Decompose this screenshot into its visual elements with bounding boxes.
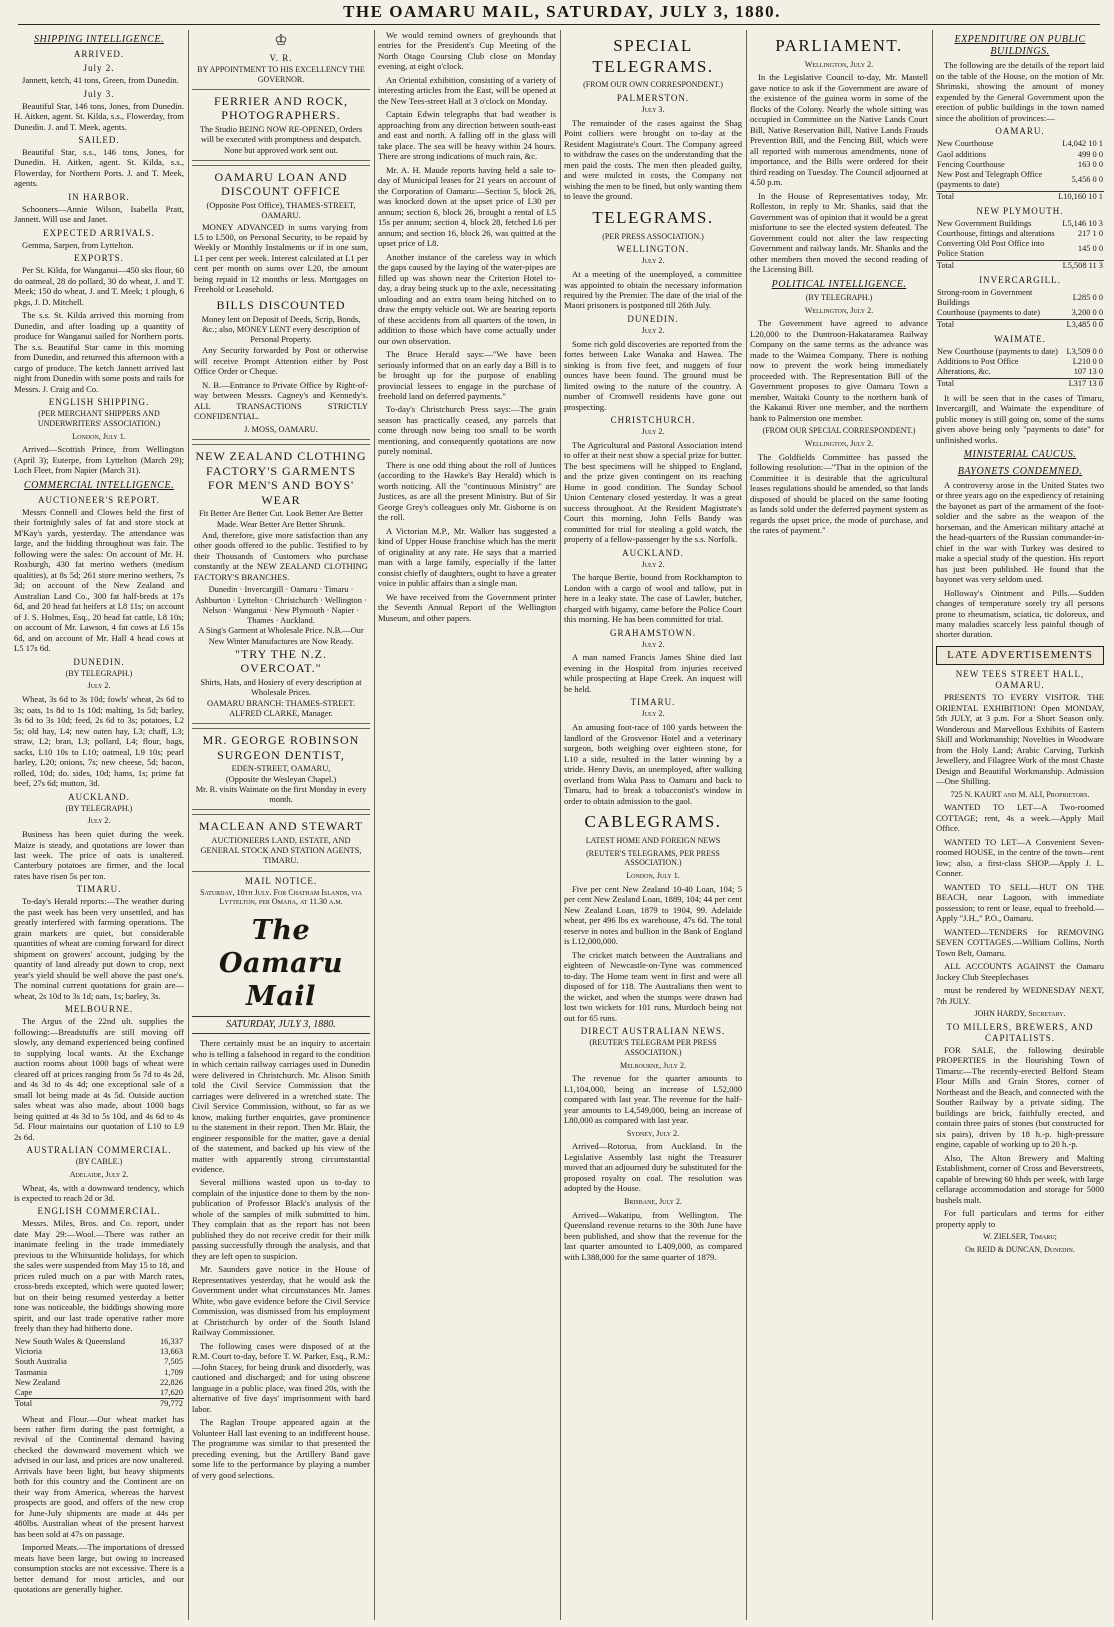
- dentist-ad: [192, 728, 370, 810]
- masthead-title: THE OAMARU MAIL, SATURDAY, JULY 3, 1880.: [343, 2, 781, 21]
- table-row: Tasmania 1,709: [15, 1367, 183, 1377]
- table-row: Alterations, &c. 107 13 0: [937, 367, 1103, 377]
- brisbane-date: Brisbane, July 2.: [624, 1196, 682, 1206]
- editorial-paragraph: We have received from the Government printer the Seventh Annual Report of the Wellington Museum, and other papers.: [378, 591, 556, 623]
- moss-signature: J. MOSS, OAMARU.: [244, 424, 318, 434]
- grahamstown-heading: GRAHAMSTOWN.: [609, 627, 697, 638]
- parliament-text: In the Legislative Council to-day, Mr. Mantell gave notice to ask if the Government are aware of the existence of the guinea worm in some of the flocks of the Colony. Nearly the whole sitting was occupied in Committee on the Native Lands Court Bill, Native Reservation Bill, Native Lands Frauds Prevention Bill, and the Fencing Bill, which were all reported with numerous amendments, none of importance, and the Bills were ordered for their third reading on Tuesday. The Council adjourned at 4.50 p.m.: [750, 72, 928, 188]
- loan-heading: OAMARU LOAN AND DISCOUNT OFFICE: [214, 169, 348, 199]
- wanted-ad: WANTED—TENDERS for REMOVING SEVEN COTTAGES.—William Collins, North Town Belt, Oamaru.: [936, 926, 1104, 958]
- late-advertisements-heading: LATE ADVERTISEMENTS: [936, 646, 1104, 665]
- editorial-paragraph: A Victorian M.P., Mr. Walker has suggested a kind of Upper House franchise which has the merit of originality at any rate. He says that a married man with a large family, especially if the latter consist chiefly of daughters, ought to have a greater voice in public affairs than a single man.: [378, 525, 556, 589]
- arrived-text-2: Beautiful Star, 146 tons, Jones, from Dunedin. H. Aitken, agent. St. Kilda, s.s., Flowerday, from Dunedin. J. and T. Meek, agents.: [14, 100, 184, 132]
- waimate-label: WAIMATE.: [994, 333, 1046, 344]
- english-shipping-date: London, July 1.: [72, 431, 126, 441]
- sydney-text: Arrived—Rotorua, from Auckland. In the Legislative Assembly last night the Treasurer moved that an adjourned duty be substituted for the proposed royalty on coal. The resolution was adopted by the House.: [564, 1141, 742, 1194]
- invercargill-label: INVERCARGILL.: [979, 274, 1061, 285]
- london-text: Five per cent New Zealand 10-40 Loan, 104; 5 per cent New Zealand Loan, 1889, 104; 44 per cent New Zealand Loan, 1879 to 1904, 99. Adelaide wheat, per 496 lbs ex warehouse, 47s 6d. The total reserve in notes and bullion in the Bank of England is L12,000,000.: [564, 883, 742, 947]
- special-correspondent-date: Wellington, July 2.: [804, 438, 874, 448]
- brewery-text: Also, The Alton Brewery and Malting Establishment, corner of Cross and Beverstreets, capable of brewing 60 hhds per week, with large cellarage accommodation and storage for 5000 bushels malt.: [936, 1152, 1104, 1205]
- wanted-ad: WANTED TO LET—A Convenient Seven-roomed HOUSE, in the centre of the town—rent low; also, a first-class SHOP.—Apply J. L. Conner.: [936, 836, 1104, 879]
- english-shipping-text: Arrived—Scottish Prince, from Wellington (April 3); Euterpe, from Lyttelton (March 29); Loch Fleet, from Napier (March 31).: [14, 444, 184, 476]
- table-row: Total L10,160 10 1: [937, 191, 1103, 201]
- column-rule: [560, 30, 561, 1620]
- column-rule: [374, 30, 375, 1620]
- table-row: New Government Buildings L5,146 10 3: [937, 218, 1103, 228]
- mail-notice-heading: MAIL NOTICE.: [244, 875, 318, 886]
- clothing-heading: NEW ZEALAND CLOTHING FACTORY'S GARMENTS FOR MEN'S AND BOYS' WEAR: [195, 448, 367, 507]
- melbourne-heading: MELBOURNE.: [64, 1004, 134, 1015]
- editorial-paragraph: The Bruce Herald says:—"We have been seriously informed that on an early day a Bill is to be brought up for the purpose of enabling provincial lessees to engage in the purchase of freehold land on deferred payments.": [378, 349, 556, 401]
- eng-commercial-text: Messrs. Miles, Bros. and Co. report, under date May 29:—Wool.—There was rather an inanimate feeling in the trade immediately previous to the Whitsuntide holidays, for which the sales were suspended from May 15 to 18, and prices ruled much on a par with March rates, cross-breds excepted, which were quoted lower; but on their being resumed yesterday a better tone was noticeable, the biddings showing more spirit, and our last trade operative rather more freely than they had hitherto done.: [14, 1218, 184, 1334]
- aus-commercial-sub: (BY CABLE.): [75, 1157, 123, 1166]
- dateline: SATURDAY, JULY 3, 1880.: [192, 1016, 370, 1034]
- wool-table: [14, 1337, 184, 1410]
- hall-heading: NEW TEES STREET HALL, OAMARU.: [955, 669, 1085, 691]
- arrived-heading: ARRIVED.: [73, 49, 125, 60]
- table-row: Total L3,485 0 0: [937, 319, 1103, 329]
- editorial-paragraph: There is one odd thing about the roll of Justices (according to the Hawke's Bay Herald) which is worth noticing. All the "continuous Ministry" are Justices, as are all the present Ministry. But of Sir George Grey's colleagues only Mr. Gisborne is on the roll.: [378, 459, 556, 523]
- grahamstown-date: July 2.: [641, 639, 665, 649]
- harbor-text: Schooners—Annie Wilson, Isabella Pratt, Jannett. Will use and Janet.: [14, 203, 184, 225]
- column-5: [750, 30, 928, 1620]
- maclean-town: TIMARU.: [263, 856, 299, 866]
- maclean-ad: [192, 814, 370, 871]
- dunedin-heading: DUNEDIN.: [73, 656, 125, 667]
- auctioneer-heading: AUCTIONEER'S REPORT.: [38, 494, 160, 505]
- special-correspondent-sub: (FROM OUR SPECIAL CORRESPONDENT.): [762, 426, 916, 436]
- palmerston-heading: PALMERSTON.: [616, 93, 690, 104]
- eng-commercial-heading: ENGLISH COMMERCIAL.: [37, 1206, 161, 1217]
- london-date: London, July 1.: [626, 871, 680, 880]
- column-4: [564, 30, 742, 1620]
- political-date: Wellington, July 2.: [804, 305, 874, 315]
- editorial-paragraph: Captain Edwin telegraphs that bad weather is approaching from any direction between south-east and east and north. A falling off in the glass will take place. The sea will be heavy within 24 hours. There are strong indications of much rain, &c.: [378, 109, 556, 162]
- editorial-paragraph: Mr. A. H. Maude reports having held a sale to-day of Municipal leases for 21 years on account of the Corporation of Oamaru:—Section 5, block 26, was knocked down at the upset price of L30 per annum; section 6, block 26, brought a rental of L5 15s per annum; section 4, block 28, fetched L6 per annum; and section 16, block 26, was quitted at the upset price of L8.: [378, 164, 556, 249]
- table-row: Total 79,772: [15, 1399, 183, 1409]
- jockey-club-text: must be rendered by WEDNESDAY NEXT, 7th JULY.: [936, 985, 1104, 1006]
- commercial-heading: COMMERCIAL INTELLIGENCE.: [23, 479, 175, 491]
- dunedin-text: Some rich gold discoveries are reported from the fortes between Lake Wanaka and Hawea. The sinking is from five feet, and nuggets of four ounces have been found. The ground must be limited owing to the nature of the country. A number of Cromwell residents have gone out prospecting.: [564, 338, 742, 412]
- dunedin-sub: (BY TELEGRAPH.): [65, 668, 133, 678]
- masthead-rule: [18, 24, 1100, 25]
- holloway-text: Holloway's Ointment and Pills.—Sudden changes of temperature sorely try all persons prone to rheumatism, sciatica, tic doloreux, and many maladies scarcely less painful though of shorter duration.: [936, 587, 1104, 640]
- melbourne-text: The revenue for the quarter amounts to L1,104,000, being an increase of L52,000 compared with last year. The revenue for the half-year amounts to L4,549,000, being an increase of L80,000 as compared with last year.: [564, 1073, 742, 1126]
- aus-commercial-heading: AUSTRALIAN COMMERCIAL.: [26, 1145, 172, 1156]
- photographers-text: The Studio BEING NOW RE-OPENED, Orders will be executed with promptness and despatch. None but approved work sent out.: [199, 125, 363, 155]
- arrived-text: Jannett, ketch, 41 tons, Green, from Dunedin.: [22, 75, 179, 86]
- newplymouth-label: NEW PLYMOUTH.: [976, 205, 1064, 216]
- editorial-paragraph: There certainly must be an inquiry to ascertain who is telling a falsehood in regard to the condition in which certain railway carriages used in Dunedin were delivered in Christchurch. Mr. Alison Smith told the Civil Service Commission that the carriages were delivered in a wretched state. The Civil Service Commission, without, so far as we know, making further enquiries, gave prominence to the statement in their report. Then Mr. Blair, the engineer responsible for the matter, gave a denial of the statement, and backed up his view of the matter with apparently strong circumstantial evidence.: [192, 1038, 370, 1174]
- clothing-list: Fit Better Are Better Cut. Look Better Are Better Made. Wear Better Are Better Shrunk.: [199, 509, 363, 529]
- sydney-date: Sydney, July 2.: [626, 1128, 680, 1138]
- timaru-text: An amusing foot-race of 100 yards between the landlord of the Grosvenor Hotel and a veterinary surgeon, both weighing over eighteen stone, for L10 a side, resulted in the latter winning by a stride. Henry Davis, an unemployed, after walking overland from Waka Pass to Oamaru and back to Timaru, had to break a tobacconist's window in order to obtain admission to the gaol.: [564, 722, 742, 806]
- maclean-sub: AUCTIONEERS LAND, ESTATE, AND GENERAL STOCK AND STATION AGENTS,: [200, 835, 362, 856]
- vr-mark: V. R.: [269, 53, 293, 64]
- imported-text: Imported Meats.—The importations of dressed meats have been large, but owing to increased consumption stocks are not excessive. There is a better demand for most articles, and our quotations are generally higher.: [14, 1542, 184, 1595]
- dunedin-text: Wheat, 3s 6d to 3s 10d; fowls' wheat, 2s 6d to 3s; oats, 1s 8d to 1s 10d; malting, 1s 5d; barley, 3s 6d to 3s 10d; feed, 2s 6d to 3s; potatoes, L2 5s; old hay, L4; new oaten hay, L3; chaff, L3; straw, L2; bran, L3; pollard, L4; flour, bags, sacks, L10 10s to L10; oatmeal, L9 10s; pearl barley, L20; onions, 7s; new cheese, 5d; bacon, rolled, 10d; do. sides, 10d; hams, 1s; prime fat beef, 27s 6d; mutton, 3d.: [14, 694, 184, 789]
- arrived-date-2: July 3.: [83, 88, 115, 99]
- palmerston-date: July 3.: [641, 105, 665, 115]
- mail-notice-text: Saturday, 10th July. For Chatham Islands, via Lyttelton, per Omaha, at 11.30 a.m.: [200, 887, 362, 907]
- reid-contact: Or REID & DUNCAN, Dunedin.: [965, 1244, 1075, 1254]
- table-row: South Australia 7,505: [15, 1357, 183, 1367]
- auckland-text: Business has been quiet during the week. Maize is steady, and quotations are lower than last week. The price of oats is unaltered. Canterbury potatoes are firmer, and the local rates have risen 5s per ton.: [14, 829, 184, 881]
- column-1: [14, 30, 184, 1620]
- auctioneer-text: Messrs Connell and Clowes held the first of their fortnightly sales of fat and store stock at M'Kay's yards, yesterday. The attendance was large, and the bidding throughout was fair. The following were the sales: On account of Mr. H. Roxburgh, 430 fat merino wethers (medium qualities), at 8s 5d; 261 store merino wethers, 7s 3d; on account of the New Zealand and Australian Land Co., 300 fat half-breds at 17s 6d, and 20 head fat heifers at L8 11s; on account of J. S. Holmes, Esq., 20 head fat cattle, L8 10s; on account of Mr. Lawson, 4 fat cows at L6 15s 6d, and on account of Mr. Hall 4 head cows at L5 17s 6d.: [14, 506, 184, 654]
- table-row: Victoria 13,663: [15, 1347, 183, 1357]
- clothing-note: A Sing's Garment at Wholesale Price. N.B.—Our New Winter Manufactures are Now Ready.: [198, 626, 364, 646]
- editorial-paragraph: Mr. Saunders gave notice in the House of Representatives yesterday, that he would ask the Government under what circumstances Mr. James White, who gave evidence before the Civil Service Commission, was dismissed from his employment at Christchurch by order of the South Island Railway Commissioner.: [192, 1264, 370, 1338]
- column-6: [936, 30, 1104, 1620]
- exports-heading: EXPORTS.: [74, 253, 124, 264]
- sailed-text: Beautiful Star, s.s., 146 tons, Jones, for Dunedin. H. Aitken, agent. St. Kilda, s.s., Flowerday, for Northern Ports. J. and T. Meek, agents.: [14, 147, 184, 189]
- jockey-club-signature: JOHN HARDY, Secretary.: [974, 1009, 1066, 1019]
- dentist-heading: MR. GEORGE ROBINSON SURGEON DENTIST,: [202, 733, 360, 762]
- aus-commercial-date: Adelaide, July 2.: [69, 1169, 129, 1179]
- timaru-heading: TIMARU.: [630, 697, 676, 708]
- christchurch-date: July 2.: [641, 427, 665, 437]
- invercargill-expenditure-table: [936, 288, 1104, 330]
- parliament-heading: PARLIAMENT.: [775, 36, 903, 55]
- auckland-heading: AUCKLAND.: [68, 791, 130, 802]
- cablegrams-sub: LATEST HOME AND FOREIGN NEWS: [585, 835, 721, 845]
- table-row: Total L317 13 0: [937, 378, 1103, 388]
- expenditure-heading: EXPENDITURE ON PUBLIC BUILDINGS.: [954, 34, 1086, 58]
- hall-text: PRESENTS TO EVERY VISITOR. THE ORIENTAL EXHIBITION! Open MONDAY, 5th JULY, at 3 p.m. For a Short Season only. Wonderous and Marvellous Exhibits of Eastern Skill and Workmanship; Novelties in Woodware from the Holy Land; Arabic Carving, Turkish Jewellery, and Filagree Work of the most Chaste Design and Beautiful Workmanship. Admission—One Shilling.: [936, 692, 1104, 787]
- expenditure-note: It will be seen that in the cases of Timaru, Invercargill, and Waimate the expenditure of public money is still going on, some of the sums given above being only "payments to date" for unfinished works.: [936, 392, 1104, 445]
- telegrams-heading: TELEGRAMS.: [592, 207, 714, 227]
- royal-crest-icon: ♔: [274, 33, 288, 49]
- column-3: [378, 30, 556, 1620]
- bayonets-heading: BAYONETS CONDEMNED.: [957, 465, 1083, 477]
- loan-office-ad: [192, 165, 370, 440]
- particulars-text: For full particulars and terms for either property apply to: [936, 1208, 1104, 1229]
- melbourne-text: The Argus of the 22nd ult. supplies the following:—Breadstuffs are still moving off slowly, any demand experienced being confined to supplying local wants. At the Exchange auction rooms about 1000 bags of wheat were cleared off at prices ranging from 5s 7d to 4s 2d, and 4s 3d to 4s 4d; one exceptional sale of a small lot being made at 4s 5d. Outside auction sales wheat was also made, about 1000 bags being quitted at 4s 3d to 5s 10d, and 4s 6d to 4s 5d. Flour maintains our quotation of L10 to L9 2s 6d.: [14, 1016, 184, 1142]
- editorial-paragraph: Another instance of the careless way in which the gaps caused by the laying of the water-pipes are filled up was shown near the Criterion Hotel to-day, a dray being stuck up to the axle, necessitating unloading and an extra team being hitched on to draw the empty vehicle out. We are hearing reports of these accidents from all quarters of the town, in addition to those which have come actually under our own observation.: [378, 251, 556, 346]
- grain-text: Wheat and Flour.—Our wheat market has been rather firm during the past fortnight, a revival of the Continental demand having checked the downward movement which we advised in our last, and prices are now unaltered. Arrivals have been light, but heavy shipments both for this country and the Continent are on their way from America, whereas the harvest prospects are good, and offers of the new crop for June-July shipments are made at 44s per 480lbs. Australian wheat of the present harvest has been sold at 47s on passage.: [14, 1413, 184, 1539]
- expenditure-text: The following are the details of the report laid on the table of the House, on the motion of Mr. Shrimski, showing the amount of money expended by the General Government upon the erection of public buildings in the town named since the abolition of provinces:—: [936, 60, 1104, 123]
- table-row: Additions to Post Office L210 0 0: [937, 357, 1103, 367]
- auckland-date: July 2.: [641, 559, 665, 569]
- waimate-expenditure-table: [936, 347, 1104, 389]
- private-office-text: N. B.—Entrance to Private Office by Right-of-way between Messrs. Cagney's and Kennedy's. ALL TRANSACTIONS STRICTLY CONFIDENTIAL.: [194, 379, 368, 422]
- column-rule: [188, 30, 189, 1620]
- editorial-paragraph: To-day's Christchurch Press says:—The grain season has practically ceased, any parcels that come through now being too small to be worth mentioning, and consequently quotations are now purely nominal.: [378, 404, 556, 457]
- newplymouth-expenditure-table: [936, 219, 1104, 271]
- palmerston-text: The remainder of the cases against the Shag Point colliers were brought on to-day at the Resident Magistrate's Court. The Company agreed to withdraw the cases on the understanding that the men paid the costs. The men then pleaded guilty, and were mulcted in costs, the Company not wishing the men to be fined, but only wanting them to leave the ground.: [564, 117, 742, 202]
- editorial-paragraph: The following cases were disposed of at the R.M. Court to-day, before T. W. Parker, Esq., R.M.:—John Stacey, for being drunk and disorderly, was cautioned and discharged; and for using obscene language in a public place, was fined 20s, with the alternative of five days' imprisonment with hard labor.: [192, 1340, 370, 1414]
- millers-heading: TO MILLERS, BREWERS, AND CAPITALISTS.: [946, 1021, 1094, 1043]
- zielser-contact: W. ZIELSER, Timaru;: [983, 1232, 1057, 1242]
- table-row: Strong-room in Government Buildings L285 0 0: [937, 287, 1103, 308]
- sailed-heading: SAILED.: [78, 135, 120, 146]
- oamaru-expenditure-table: [936, 139, 1104, 202]
- table-row: New Courthouse (payments to date) L3,509 0 0: [937, 346, 1103, 356]
- english-shipping-sub: (PER MERCHANT SHIPPERS AND UNDERWRITERS' ASSOCIATION.): [37, 409, 161, 428]
- direct-australian-heading: DIRECT AUSTRALIAN NEWS.: [580, 1026, 726, 1037]
- jockey-club-heading: ALL ACCOUNTS AGAINST the Oamaru Jockey Club Steeplechases: [936, 961, 1104, 982]
- maclean-heading: MACLEAN AND STEWART: [198, 819, 364, 834]
- timaru-heading: TIMARU.: [76, 884, 122, 895]
- appointment-line: BY APPOINTMENT TO HIS EXCELLENCY THE GOVERNOR.: [197, 65, 365, 85]
- editorial-paragraph: Several millions wasted upon us to-day to complain of the injustice done to them by the non-publication of Professor Black's analysis of the whole of the samples of milk submitted to him. They complain that as the report has not been published they do not receive credit for their milk passing successfully through the analysis, and that they are left open to suspicion.: [192, 1177, 370, 1261]
- table-row: Courthouse, fittings and alterations 217 1 0: [937, 228, 1103, 238]
- oamaru-branch: OAMARU BRANCH: THAMES-STREET. ALFRED CLARKE, Manager.: [207, 698, 355, 718]
- column-2: [192, 30, 370, 1620]
- shirts-line: Shirts, Hats, and Hosiery of every description at Wholesale Prices.: [200, 678, 362, 698]
- dentist-sub: (Opposite the Wesleyan Chapel.): [225, 774, 337, 784]
- table-row: Fencing Courthouse 163 0 0: [937, 159, 1103, 169]
- branches-list: Dunedin · Invercargill · Oamaru · Timaru · Ashburton · Lyttelton · Christchurch · Wellington · Nelson · Wanganui · New Plymouth · Napier · Thames · Auckland.: [195, 585, 367, 626]
- dentist-address: EDEN-STREET, OAMARU,: [231, 764, 331, 774]
- loan-address: (Opposite Post Office), THAMES-STREET, OAMARU.: [206, 201, 356, 221]
- table-row: New South Wales & Queensland 16,337: [15, 1336, 183, 1346]
- wanted-ad: WANTED TO SELL—HUT ON THE BEACH, near Lagoon, with immediate possession; to rent or lease, equal to freehold.—Apply "J.H.," P.O., Oamaru.: [936, 881, 1104, 924]
- table-row: Cape 17,620: [15, 1388, 183, 1398]
- table-row: Gaol additions 499 0 0: [937, 149, 1103, 159]
- auckland-heading: AUCKLAND.: [622, 547, 684, 558]
- melbourne-date: Melbourne, July 2.: [620, 1060, 686, 1070]
- house-text: In the House of Representatives today, Mr. Rolleston, in reply to Mr. Shanks, said that the Government was of opinion that it would be a great misfortune to see the elected system defeated. The Government could not alter the law respecting Government and railway lands. Mr. Shanks and the other members then moved the second reading of the Licensing Bill.: [750, 190, 928, 275]
- expected-heading: EXPECTED ARRIVALS.: [43, 227, 155, 238]
- special-telegrams-heading: SPECIAL TELEGRAMS.: [592, 36, 714, 76]
- clothing-text: And, therefore, give more satisfaction than any other goods offered to the public. Testified to by their Thousands of Customers who purchase constantly at the NEW ZEALAND CLOTHING FACTORY'S BRANCHES.: [194, 529, 368, 582]
- column-rule: [932, 30, 933, 1620]
- parliament-date: Wellington, July 2.: [804, 59, 874, 69]
- editorial-paragraph: We would remind owners of greyhounds that entries for the President's Cup Meeting of the North Otago Coursing Club close on Monday evening, at eight o'clock.: [378, 30, 556, 72]
- special-telegrams-sub: (FROM OUR OWN CORRESPONDENT.): [583, 80, 723, 90]
- wellington-heading: WELLINGTON.: [616, 244, 690, 255]
- cablegrams-source: (REUTER'S TELEGRAMS, PER PRESS ASSOCIATION.): [586, 848, 720, 868]
- column-rule: [746, 30, 747, 1620]
- london-text-2: The cricket match between the Australians and eighteen of Newcastle-on-Tyne was commenced to-day. The Home team went in first and were all disposed of for 118. The Australians then went to the wicket, and when the stumps were drawn had lost two wickets for 101 runs, Murdoch being not out for 65 runs.: [564, 949, 742, 1023]
- christchurch-heading: CHRISTCHURCH.: [610, 415, 696, 426]
- newspaper-nameplate: The Oamaru Mail: [219, 915, 343, 1013]
- expected-text: Gemma, Sarpen, from Lyttelton.: [22, 239, 134, 250]
- shipping-heading: SHIPPING INTELLIGENCE.: [34, 34, 164, 45]
- bills-text: Money lent on Deposit of Deeds, Scrip, Bonds, &c.; also, MONEY LENT every description of Personal Property.: [201, 314, 361, 345]
- table-row: Courthouse (payments to date) 3,200 0 0: [937, 308, 1103, 318]
- millers-text: FOR SALE, the following desirable PROPERTIES in the flourishing Town of Timaru:—The recently-erected Belford Steam Flour Mills and Grain Stores, corner of Northeast and the Beach, and connected with the Souther Railway by a private siding. The buildings are brick, faithfully erected, and contain three pairs of stones (but constructed for six pairs), driven by 18 h.-p. high-pressure engine, capable of working up to 20 h.-p.: [936, 1044, 1104, 1150]
- arrived-date: July 2.: [83, 63, 115, 74]
- grahamstown-text: A man named Francis James Shine died last evening in the Hospital from injuries received while prospecting at Hape Creek. An inquest will be held.: [564, 652, 742, 694]
- timaru-date: July 2.: [641, 709, 665, 719]
- ministerial-caucus-heading: MINISTERIAL CAUCUS.: [963, 449, 1077, 461]
- loan-text: MONEY ADVANCED in sums varying from L5 to L500, on Personal Security, to be repaid by Weekly or Monthly Instalments or if in one sum, L1 per cent per week. Interest calculated at L1 per cent per month on sums over L20, the amount being repaid in 12 months or less. Mortgages on Freehold or Leasehold.: [194, 221, 368, 295]
- photographers-ad: [192, 89, 370, 161]
- auckland-date: July 2.: [87, 816, 111, 826]
- kaurt-proprietors: 725 N. KAURT and M. ALI, Proprietors.: [950, 789, 1090, 799]
- wanted-ad: WANTED TO LET—A Two-roomed COTTAGE; rent, 4s a week.—Apply Mail Office.: [936, 802, 1104, 834]
- brisbane-text: Arrived—Wakatipu, from Wellington. The Queensland revenue returns to the 30th June have been published, and show that the revenue for the last quarter amounted to L409,000, as compared with L388,000 for the same quarter of 1879.: [564, 1209, 742, 1262]
- political-sub: (BY TELEGRAPH.): [805, 292, 873, 302]
- dunedin-date: July 2.: [87, 681, 111, 691]
- bayonets-text: A controversy arose in the United States two or three years ago on the expediency of retaining the bayonet as part of the armament of the foot-soldier and the sabre as the weapon of the horseman, and the American military attaché at the head-quarters of the Russian commander-in-chief in the war with Turkey was desired to make a special study of the question. His report has just been published. He found that the bayonet was very seldom used.: [936, 479, 1104, 585]
- political-heading: POLITICAL INTELLIGENCE.: [771, 278, 907, 290]
- security-text: Any Security forwarded by Post or otherwise will receive Prompt Attention either by Post Office Order or Cheque.: [194, 345, 368, 377]
- oamaru-label: OAMARU.: [995, 126, 1045, 137]
- table-row: New Zealand 22,826: [15, 1377, 183, 1387]
- clothing-ad: [192, 444, 370, 724]
- bills-heading: BILLS DISCOUNTED: [216, 297, 346, 312]
- table-row: New Courthouse L4,042 10 1: [937, 139, 1103, 149]
- timaru-text: To-day's Herald reports:—The weather during the past week has been very unsettled, and has greatly interfered with farming operations. The grain markets are quiet, but considerable quantities of wheat are coming forward for direct shipment on growers' account, judging by the quantity of land already put down to crop, next year's yield should be well above the past one's. The nominal current quotations for grain are—wheat, 2s 10d to 3s 1d; oats, 1s; barley, 3s.: [14, 896, 184, 1001]
- goldfields-text: The Goldfields Committee has passed the following resolution:—"That in the opinion of the Committee it is desirable that the agricultural leases regulations should be amended, so that lands disposed of should be placed on the same footing as lands sold under the deferred payment system as regards the upset price, the mode of purchase, and the rates of payment.": [750, 451, 928, 536]
- exports-text: Per St. Kilda, for Wanganui—450 sks flour, 60 do oatmeal, 28 do pollard, 30 do wheat, J. and T. Meek; 150 do wheat, J. and T. Meek; 1 plough, 6 pkgs, J. D. Mitchell.: [14, 265, 184, 307]
- table-row: Total L5,508 11 3: [937, 260, 1103, 270]
- overcoat-slogan: "TRY THE N.Z. OVERCOAT.": [235, 646, 327, 676]
- dentist-note: Mr. R. visits Waimate on the first Monday in every month.: [195, 784, 367, 805]
- political-text: The Government have agreed to advance L20,000 to the Duntroon-Hakataramea Railway Company on the same terms as the advance was made to the Waimea Company. There is nothing now to prevent the work being immediately proceeded with. The Representation Bill of the Government proposes to give Oamaru Town a member, Waitaki County to the northern bank of the Kakanui River one member, and the northern bank to Palmerston one member.: [750, 318, 928, 423]
- english-shipping-heading: ENGLISH SHIPPING.: [48, 397, 150, 408]
- dunedin-date: July 2.: [641, 325, 665, 335]
- photographers-heading: FERRIER AND ROCK, PHOTOGRAPHERS.: [213, 93, 349, 123]
- shipping-note: The s.s. St. Kilda arrived this morning from Dunedin, and after loading up a quantity of produce for Wanganui sailed for Northern ports. The s.s. Beautiful Star came in this morning from Dunedin, and returned this afternoon with a cargo of produce. The ketch Jannett arrived last night from Dunedin with some posts and rails for Messrs. J. Craig and Co.: [14, 310, 184, 394]
- telegrams-sub: (PER PRESS ASSOCIATION.): [602, 231, 704, 241]
- aus-commercial-text: Wheat, 4s, with a downward tendency, which is expected to reach 2d or 3d.: [14, 1182, 184, 1203]
- editorial-paragraph: The Raglan Troupe appeared again at the Volunteer Hall last evening to an indifferent house. The programme was similar to that presented the preceding evening, but the Artillery Band gave some life to the performance by playing a number of very good selections.: [192, 1417, 370, 1480]
- harbor-heading: IN HARBOR.: [68, 191, 130, 202]
- auckland-text: The barque Bertie, bound from Rockhampton to London with a cargo of wool and tallow, put in here in a leaky state. The case of Lawler, butcher, charged with bigamy, came before the Police Court this morning. He has been committed for trial.: [564, 572, 742, 625]
- christchurch-text: The Agricultural and Pastoral Association intend to offer at their next show a special prize for butter. The best specimens will be shipped to England, and the prize given contingent on its reaching Home in good condition. The Sunday School Union Centenary closed yesterday. It was a great success throughout. At the Resident Magistrate's Court this morning, John Fells Bandy was committed for trial for stealing a gold watch, the property of a fellow-passenger by the s.s. Norfolk.: [564, 439, 742, 545]
- wellington-text: At a meeting of the unemployed, a committee was appointed to obtain the necessary information required by the Premier. The date of the trial of the Maori prisoners is postponed till 26th July.: [564, 269, 742, 311]
- table-row: New Post and Telegraph Office (payments to date) 5,456 0 0: [937, 170, 1103, 190]
- table-row: Converting Old Post Office into Police Station 145 0 0: [937, 239, 1103, 259]
- auckland-sub: (BY TELEGRAPH.): [65, 803, 133, 813]
- dunedin-heading: DUNEDIN.: [627, 313, 679, 324]
- cablegrams-heading: CABLEGRAMS.: [584, 812, 722, 832]
- editorial-paragraph: An Oriental exhibition, consisting of a variety of interesting articles from the East, will be opened at the New Tees-street Hall at 3 o'clock on Monday.: [378, 74, 556, 106]
- direct-australian-sub: (REUTER'S TELEGRAM PER PRESS ASSOCIATION.): [589, 1038, 717, 1057]
- wellington-date: July 2.: [641, 256, 665, 266]
